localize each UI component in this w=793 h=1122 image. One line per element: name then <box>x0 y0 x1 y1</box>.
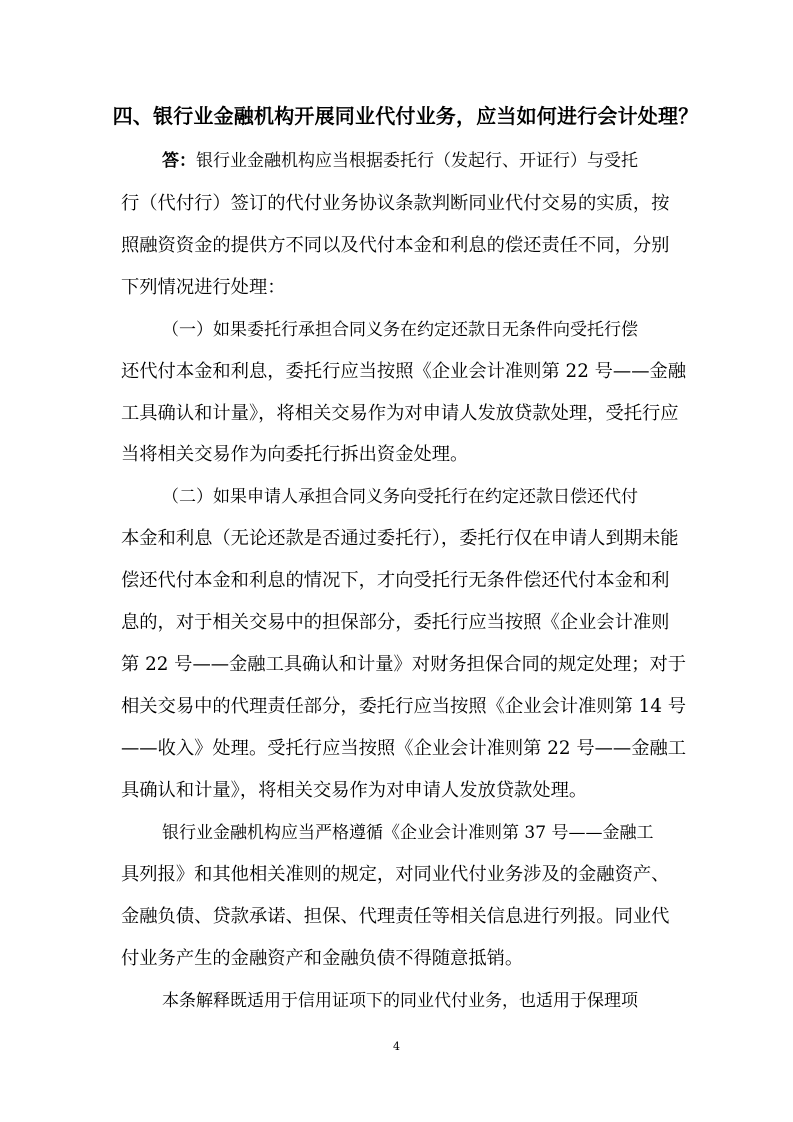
paragraph-line: 金融负债、贷款承诺、担保、代理责任等相关信息进行列报。同业代 <box>121 906 670 927</box>
paragraph-line: 相关交易中的代理责任部分，委托行应当按照《企业会计准则第 14 号 <box>121 696 687 717</box>
paragraph-line: 照融资资金的提供方不同以及代付本金和利息的偿还责任不同，分别 <box>121 235 670 256</box>
paragraph-line: 行（代付行）签订的代付业务协议条款判断同业代付交易的实质，按 <box>121 193 670 214</box>
paragraph-line: 本金和利息（无论还款是否通过委托行），委托行仅在申请人到期未能 <box>121 528 679 549</box>
answer-label: 答： <box>162 151 196 171</box>
paragraph-line: 第 22 号——金融工具确认和计量》对财务担保合同的规定处理；对于 <box>121 654 687 675</box>
paragraph-line: 下列情况进行处理： <box>121 277 286 298</box>
paragraph-line: 本条解释既适用于信用证项下的同业代付业务，也适用于保理项 <box>162 991 638 1011</box>
paragraph-line: 付业务产生的金融资产和金融负债不得随意抵销。 <box>121 948 524 969</box>
paragraph-line: 具确认和计量》，将相关交易作为对申请人发放贷款处理。 <box>121 780 588 801</box>
paragraph-line: 具列报》和其他相关准则的规定，对同业代付业务涉及的金融资产、 <box>121 864 670 885</box>
paragraph-line: 还代付本金和利息，委托行应当按照《企业会计准则第 22 号——金融 <box>121 361 687 382</box>
paragraph-line: 当将相关交易作为向委托行拆出资金处理。 <box>121 444 469 465</box>
paragraph-line: （二）如果申请人承担合同义务向受托行在约定还款日偿还代付 <box>162 487 638 507</box>
paragraph-line: 银行业金融机构应当严格遵循《企业会计准则第 37 号——金融工 <box>162 823 654 843</box>
paragraph-line <box>162 146 742 176</box>
paragraph-line: 息的，对于相关交易中的担保部分，委托行应当按照《企业会计准则 <box>121 612 670 633</box>
paragraph-line: （一）如果委托行承担合同义务在约定还款日无条件向受托行偿 <box>162 320 638 340</box>
section-heading: 四、银行业金融机构开展同业代付业务，应当如何进行会计处理？ <box>112 104 699 128</box>
line-text: 银行业金融机构应当根据委托行（发起行、开证行）与受托 <box>196 151 638 171</box>
paragraph-line: 工具确认和计量》，将相关交易作为对申请人发放贷款处理，受托行应 <box>121 403 679 424</box>
paragraph-line: 偿还代付本金和利息的情况下，才向受托行无条件偿还代付本金和利 <box>121 570 670 591</box>
page-number: 4 <box>393 1040 400 1053</box>
paragraph-line: ——收入》处理。受托行应当按照《企业会计准则第 22 号——金融工 <box>121 738 687 759</box>
